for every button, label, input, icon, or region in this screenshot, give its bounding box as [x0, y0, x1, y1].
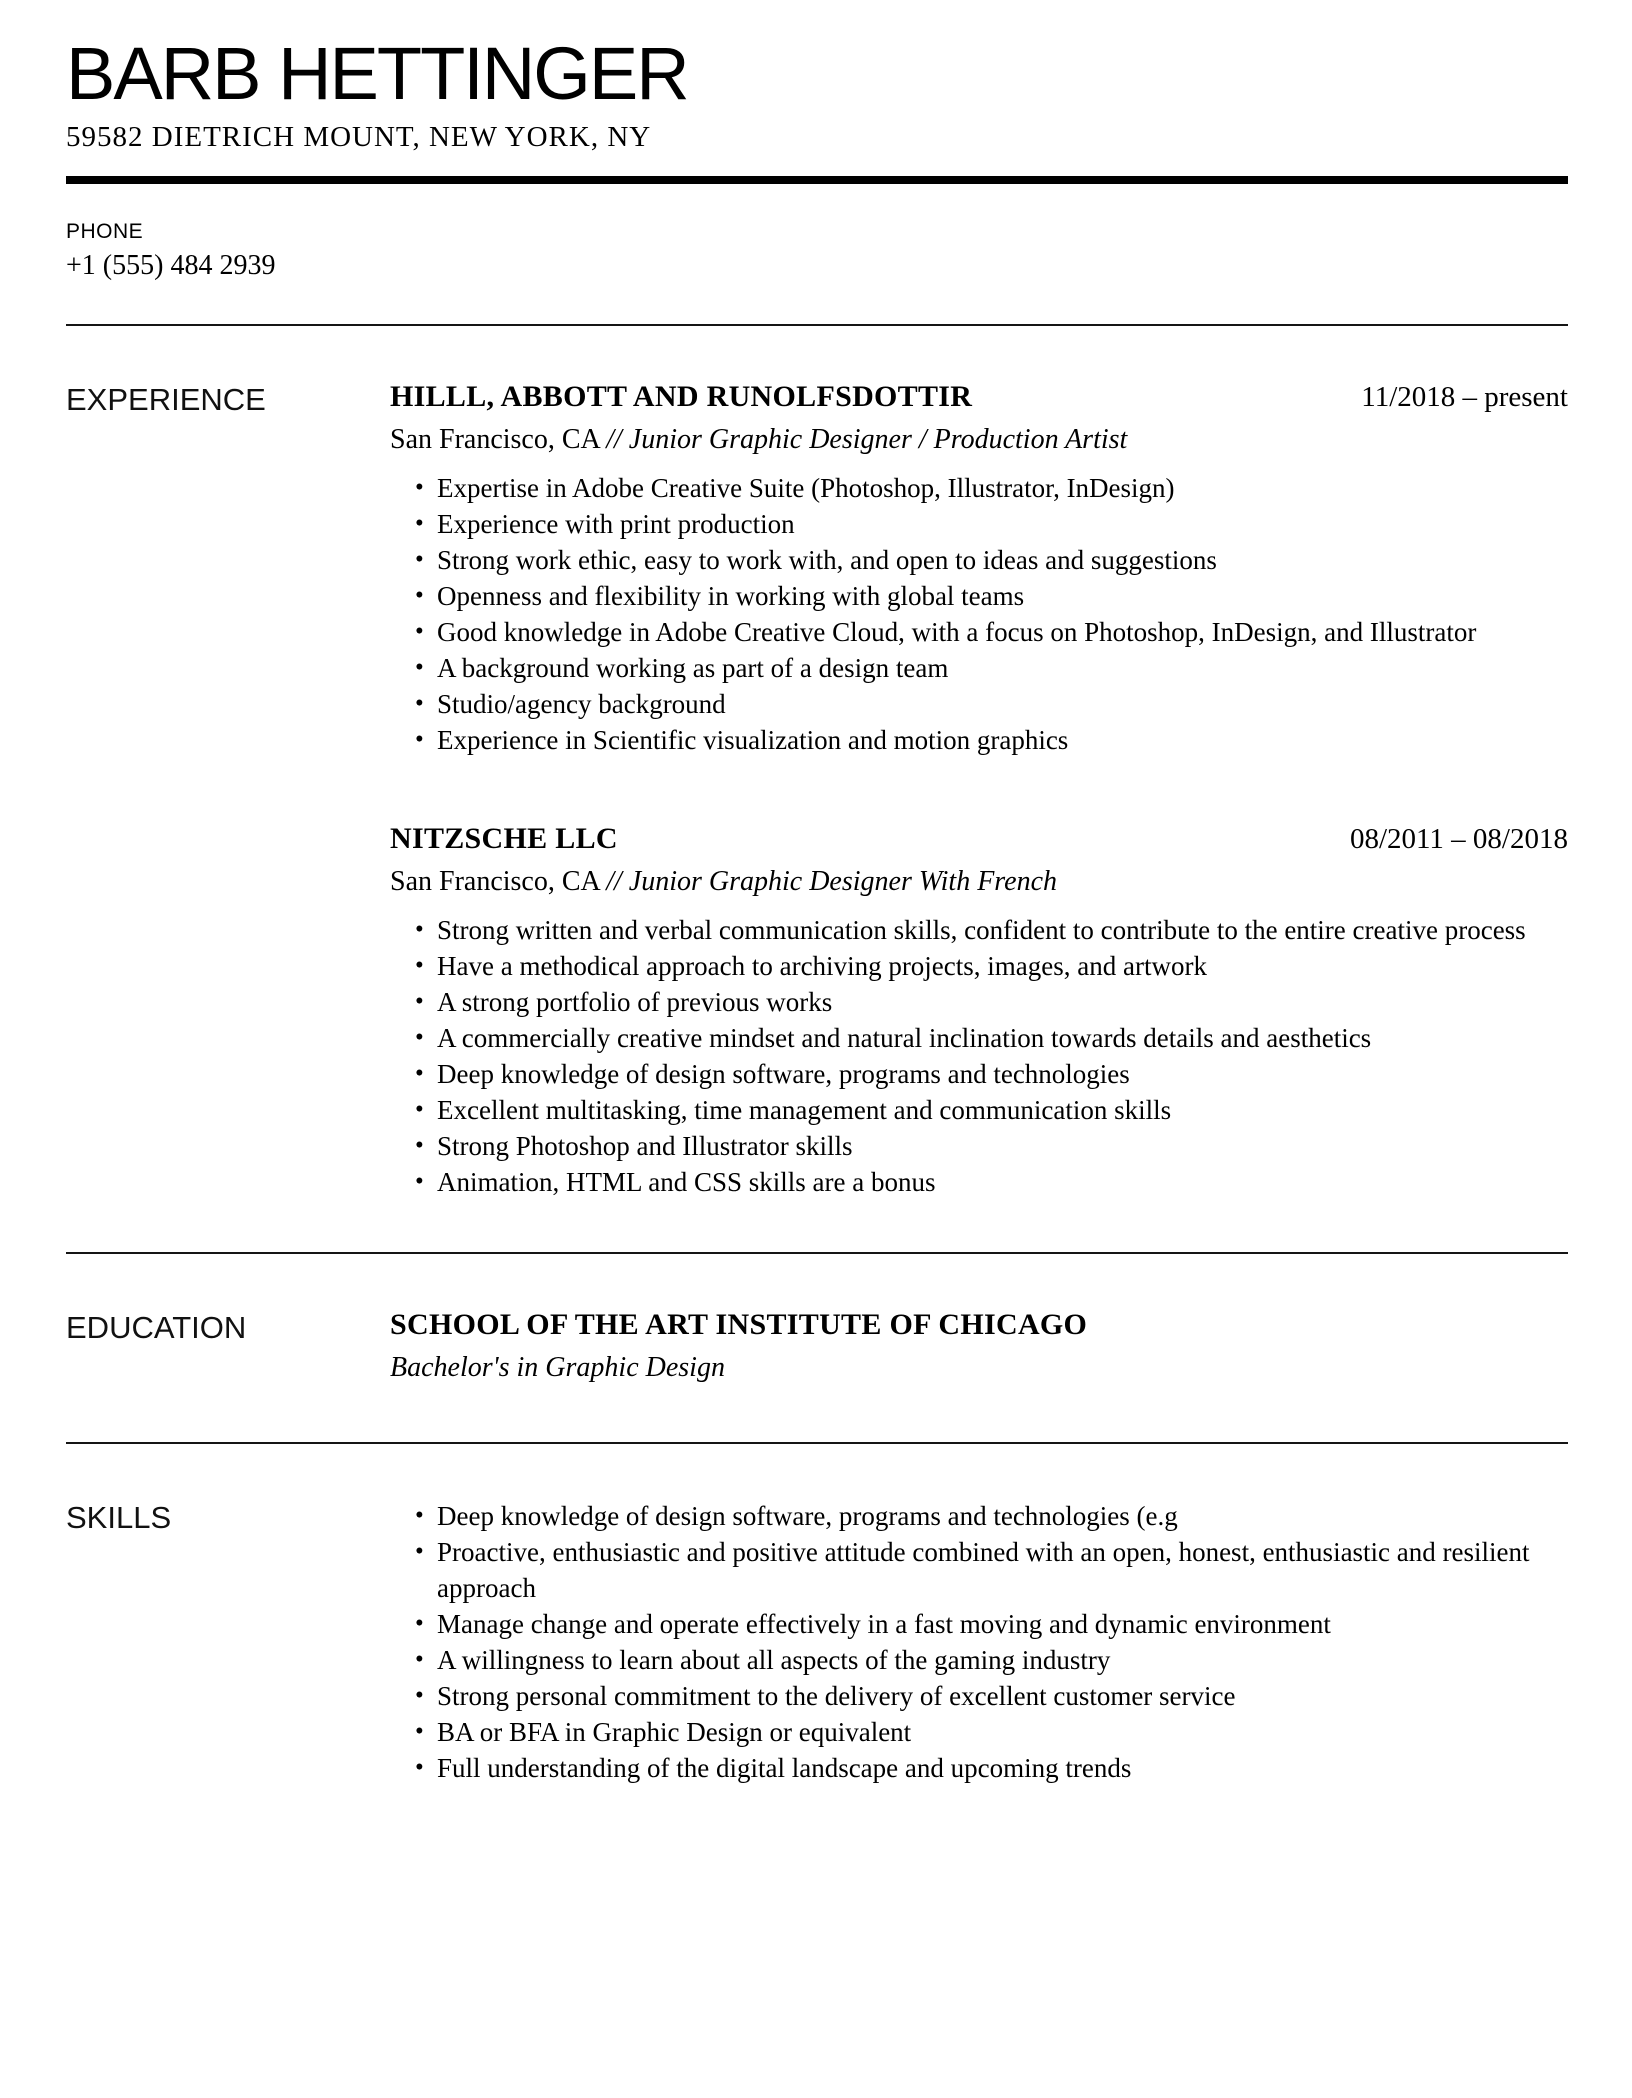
bullet-item: • Strong written and verbal communication skills, confident to contribute to the entire creative process — [414, 912, 1568, 948]
experience-section — [66, 380, 1568, 1200]
job-location: San Francisco, CA — [390, 866, 600, 898]
bullet-item: • A willingness to learn about all aspects of the gaming industry — [414, 1642, 1568, 1678]
bullet-item: • Expertise in Adobe Creative Suite (Photoshop, Illustrator, InDesign) — [414, 470, 1568, 506]
bullet-item: • A commercially creative mindset and natural inclination towards details and aesthetics — [414, 1020, 1568, 1056]
education-content — [390, 1308, 1568, 1384]
header-divider — [66, 176, 1568, 184]
company-name: HILLL, ABBOTT AND RUNOLFSDOTTIR — [390, 380, 973, 414]
bullet-item: • A background working as part of a design team — [414, 650, 1568, 686]
job-dates: 11/2018 – present — [1361, 381, 1568, 414]
job-title: // Junior Graphic Designer / Production Artist — [606, 424, 1128, 456]
bullet-item: • Strong Photoshop and Illustrator skills — [414, 1128, 1568, 1164]
bullet-item: • BA or BFA in Graphic Design or equivalent — [414, 1714, 1568, 1750]
school-name: SCHOOL OF THE ART INSTITUTE OF CHICAGO — [390, 1308, 1088, 1342]
job-dates: 08/2011 – 08/2018 — [1349, 823, 1568, 856]
bullet-item: • Proactive, enthusiastic and positive attitude combined with an open, honest, enthusiastic and resilient approach — [414, 1534, 1568, 1606]
job-subtitle — [390, 866, 1568, 898]
skills-section — [66, 1498, 1568, 1786]
job-header — [390, 380, 1568, 414]
bullet-item: • Experience in Scientific visualization and motion graphics — [414, 722, 1568, 758]
job-bullet-list — [414, 912, 1568, 1200]
job-header — [390, 822, 1568, 856]
bullet-item: • Deep knowledge of design software, programs and technologies (e.g — [414, 1498, 1568, 1534]
bullet-item: • Strong work ethic, easy to work with, and open to ideas and suggestions — [414, 542, 1568, 578]
degree-name: Bachelor's in Graphic Design — [390, 1352, 725, 1384]
person-address: 59582 DIETRICH MOUNT, NEW YORK, NY — [66, 121, 652, 154]
job-bullet-list — [414, 470, 1568, 758]
phone-number: +1 (555) 484 2939 — [66, 250, 276, 282]
bullet-item: • Strong personal commitment to the delivery of excellent customer service — [414, 1678, 1568, 1714]
bullet-item: • Good knowledge in Adobe Creative Cloud, with a focus on Photoshop, InDesign, and Illustrator — [414, 614, 1568, 650]
bullet-item: • A strong portfolio of previous works — [414, 984, 1568, 1020]
bullet-item: • Deep knowledge of design software, programs and technologies — [414, 1056, 1568, 1092]
job-subtitle — [390, 424, 1568, 456]
phone-label: PHONE — [66, 220, 144, 244]
bullet-item: • Have a methodical approach to archiving projects, images, and artwork — [414, 948, 1568, 984]
education-section — [66, 1308, 1568, 1384]
bullet-item: • Full understanding of the digital landscape and upcoming trends — [414, 1750, 1568, 1786]
job-entry-1 — [390, 380, 1568, 758]
person-name: BARB HETTINGER — [66, 32, 688, 115]
job-entry-2 — [390, 822, 1568, 1200]
section-divider — [66, 324, 1568, 326]
experience-content — [390, 380, 1568, 1200]
bullet-item: • Excellent multitasking, time management and communication skills — [414, 1092, 1568, 1128]
section-divider — [66, 1252, 1568, 1254]
bullet-item: • Studio/agency background — [414, 686, 1568, 722]
skills-section-label: SKILLS — [66, 1500, 172, 1536]
skills-content — [390, 1498, 1568, 1786]
section-divider — [66, 1442, 1568, 1444]
bullet-item: • Openness and flexibility in working with global teams — [414, 578, 1568, 614]
bullet-item: • Manage change and operate effectively in a fast moving and dynamic environment — [414, 1606, 1568, 1642]
skills-bullet-list — [414, 1498, 1568, 1786]
bullet-item: • Experience with print production — [414, 506, 1568, 542]
job-title: // Junior Graphic Designer With French — [606, 866, 1058, 898]
bullet-item: • Animation, HTML and CSS skills are a bonus — [414, 1164, 1568, 1200]
company-name: NITZSCHE LLC — [390, 822, 618, 856]
job-location: San Francisco, CA — [390, 424, 600, 456]
education-section-label: EDUCATION — [66, 1310, 247, 1346]
experience-section-label: EXPERIENCE — [66, 382, 266, 418]
